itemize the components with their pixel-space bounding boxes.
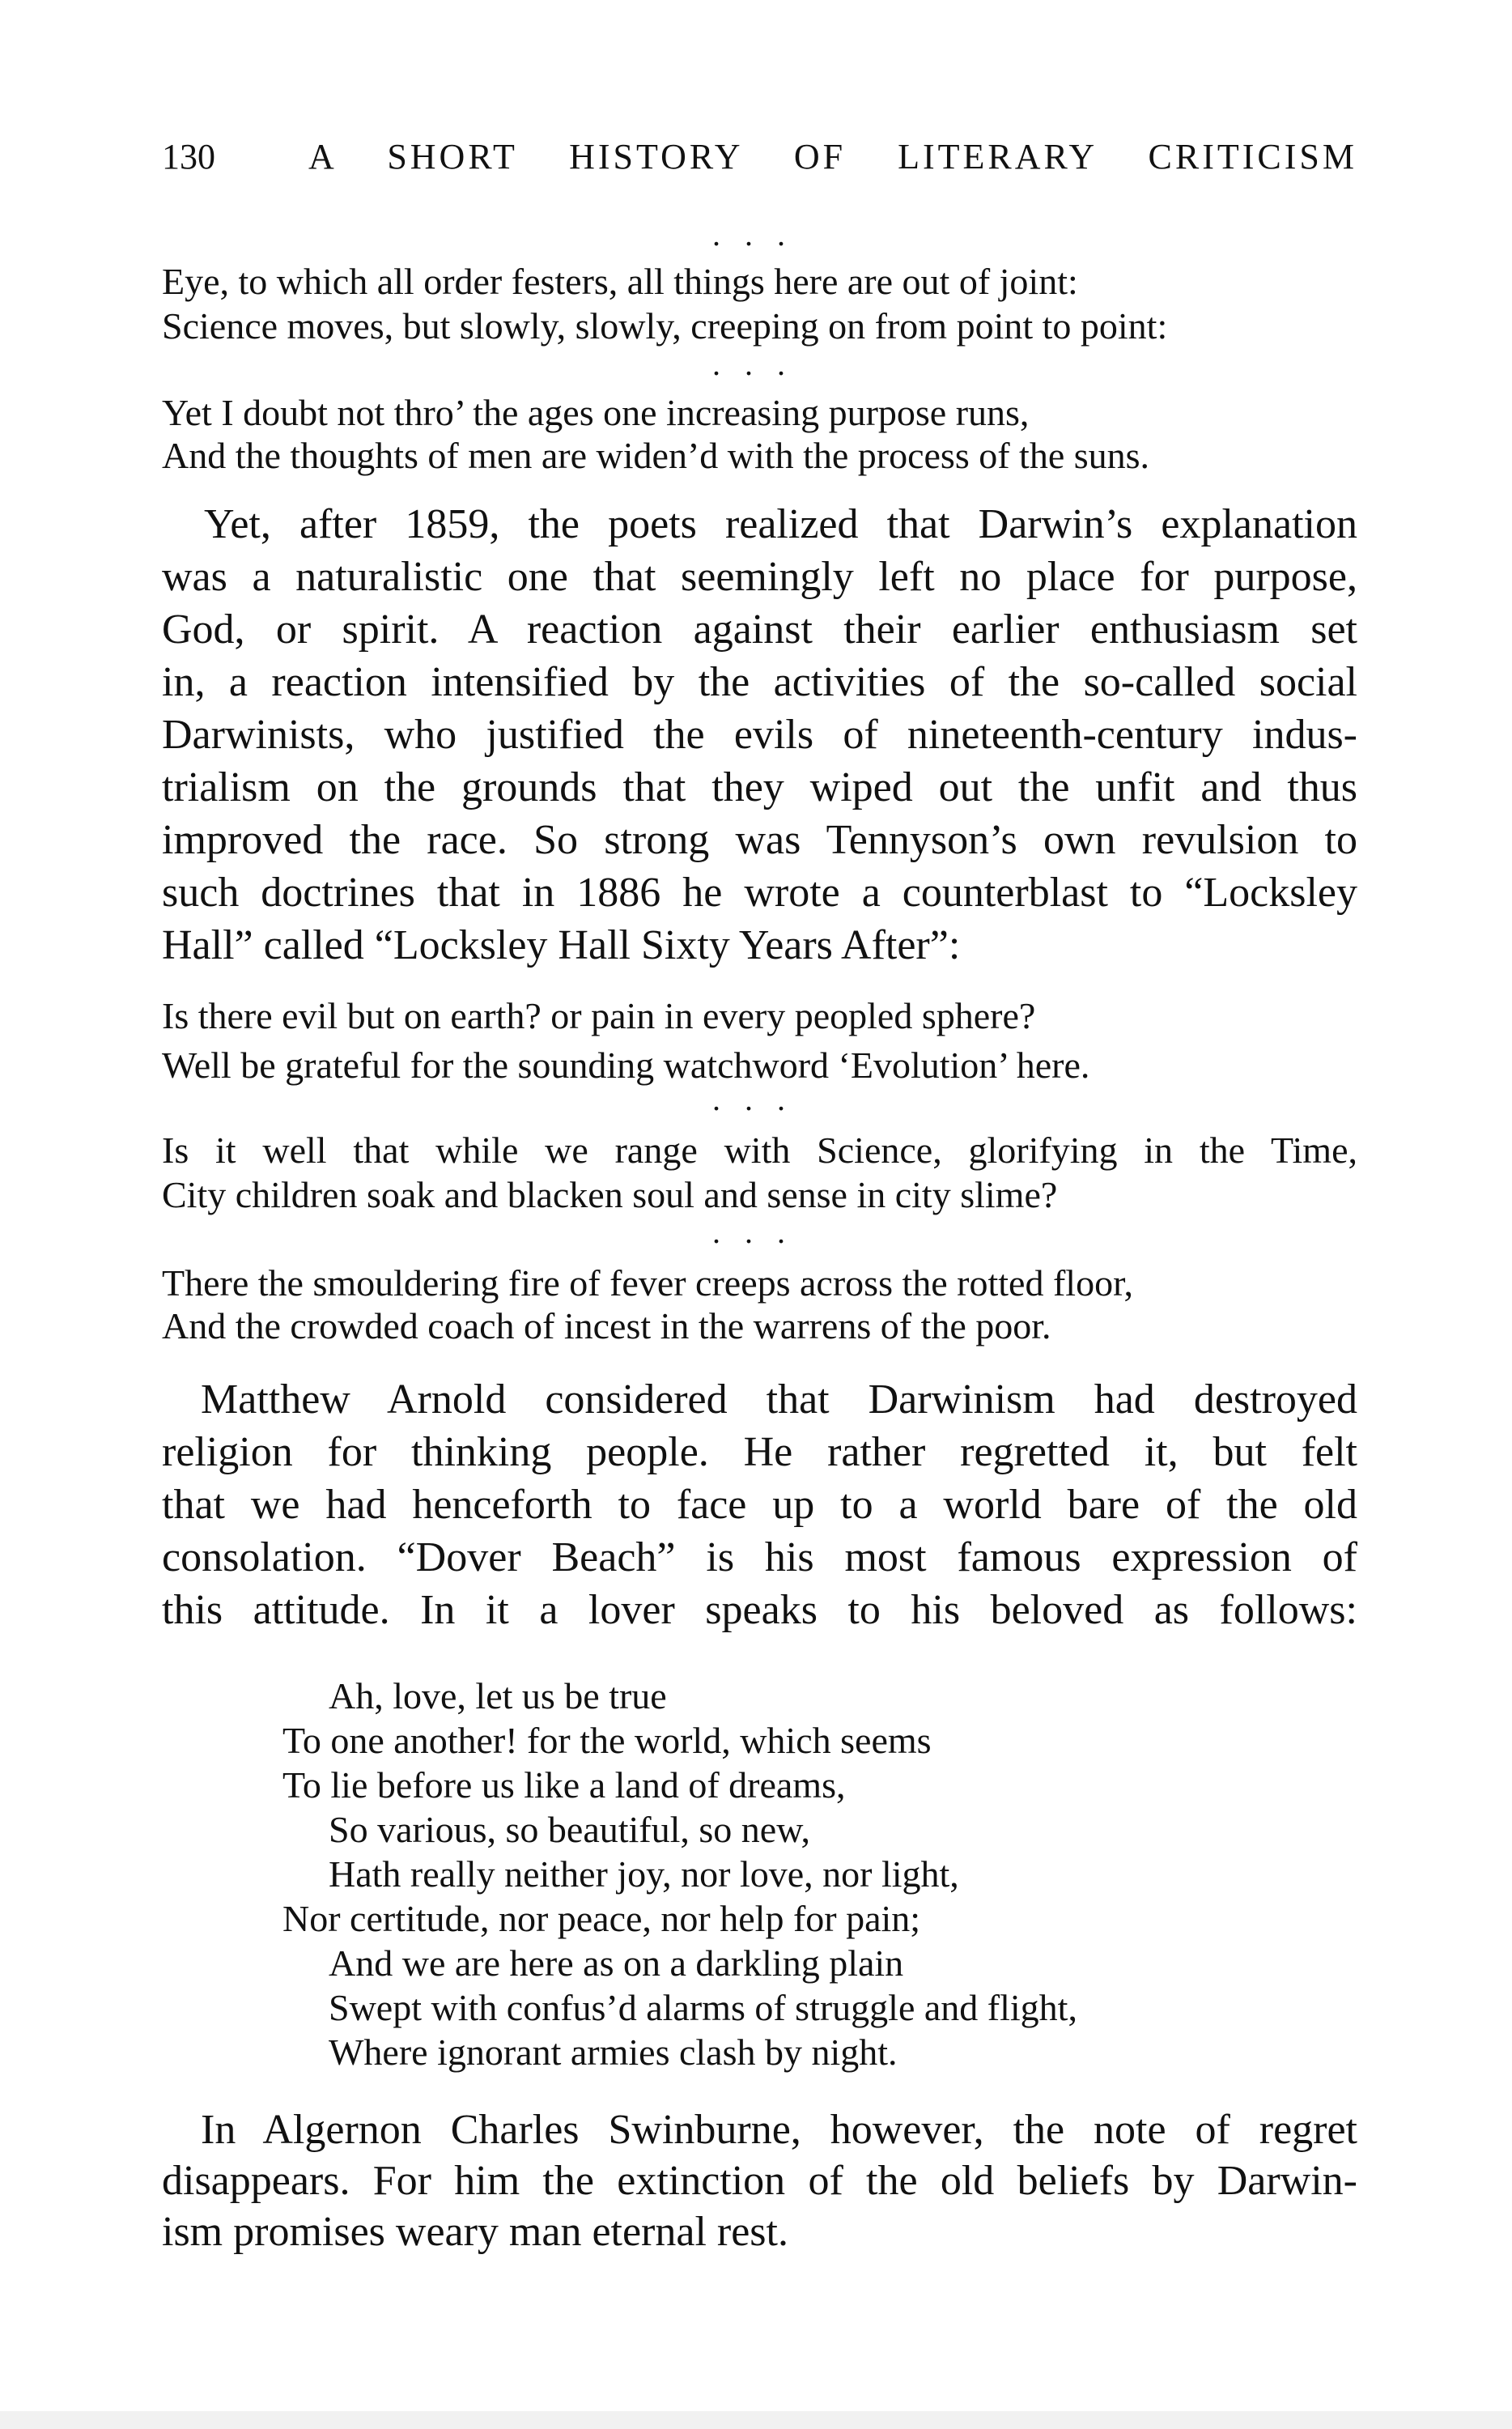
paragraph-line: this attitude. In it a lover speaks to his beloved as follows: xyxy=(162,1587,1357,1633)
paragraph-line: such doctrines that in 1886 he wrote a counterblast to “Locksley xyxy=(162,870,1357,916)
scan-edge xyxy=(0,2411,1512,2429)
paragraph-line: disappears. For him the extinction of the old beliefs by Darwin- xyxy=(162,2158,1357,2204)
paragraph-line: In Algernon Charles Swinburne, however, the note of regret xyxy=(201,2107,1357,2153)
verse-line: City children soak and blacken soul and sense in city slime? xyxy=(162,1174,1058,1215)
paragraph-line: Hall” called “Locksley Hall Sixty Years After”: xyxy=(162,922,961,968)
paragraph-line: ism promises weary man eternal rest. xyxy=(162,2209,788,2255)
paragraph-line: Matthew Arnold considered that Darwinism had destroyed xyxy=(201,1376,1357,1423)
verse-line: And the thoughts of men are widen’d with the process of the suns. xyxy=(162,435,1150,476)
paragraph-line: Yet, after 1859, the poets realized that Darwin’s explanation xyxy=(204,501,1357,547)
paragraph-line: improved the race. So strong was Tennyson’s own revulsion to xyxy=(162,817,1357,863)
verse-line: There the smouldering fire of fever creeps across the rotted floor, xyxy=(162,1262,1134,1304)
verse-line: Is there evil but on earth? or pain in every peopled sphere? xyxy=(162,995,1036,1036)
ellipsis-separator: . . . xyxy=(712,1081,793,1117)
verse-line: And the crowded coach of incest in the warrens of the poor. xyxy=(162,1305,1051,1346)
poem-line: Nor certitude, nor peace, nor help for pain; xyxy=(282,1898,921,1939)
verse-line: Science moves, but slowly, slowly, creeping on from point to point: xyxy=(162,305,1168,347)
paragraph-line: God, or spirit. A reaction against their earlier enthusiasm set xyxy=(162,606,1357,653)
paragraph-line: was a naturalistic one that seemingly left no place for purpose, xyxy=(162,554,1357,600)
ellipsis-separator: . . . xyxy=(712,1214,793,1250)
verse-line: Eye, to which all order festers, all things here are out of joint: xyxy=(162,261,1078,302)
ellipsis-separator: . . . xyxy=(712,216,793,253)
verse-line: Yet I doubt not thro’ the ages one increasing purpose runs, xyxy=(162,392,1030,433)
paragraph-line: that we had henceforth to face up to a world bare of the old xyxy=(162,1482,1357,1528)
running-title: A SHORT HISTORY OF LITERARY CRITICISM xyxy=(308,137,1357,177)
paragraph-line: religion for thinking people. He rather regretted it, but felt xyxy=(162,1429,1357,1475)
poem-line: To lie before us like a land of dreams, xyxy=(282,1764,846,1806)
verse-line: Well be grateful for the sounding watchword ‘Evolution’ here. xyxy=(162,1044,1090,1086)
paragraph-line: trialism on the grounds that they wiped out the unfit and thus xyxy=(162,764,1357,810)
paragraph-line: Darwinists, who justified the evils of nineteenth-century indus- xyxy=(162,712,1357,758)
page-number: 130 xyxy=(162,137,215,177)
poem-line: To one another! for the world, which seems xyxy=(282,1720,932,1761)
poem-line: So various, so beautiful, so new, xyxy=(329,1809,810,1850)
paragraph-line: in, a reaction intensified by the activities of the so-called social xyxy=(162,659,1357,705)
poem-line: Where ignorant armies clash by night. xyxy=(329,2031,898,2073)
poem-line: Hath really neither joy, nor love, nor light, xyxy=(329,1853,959,1895)
poem-line: Ah, love, let us be true xyxy=(329,1675,667,1716)
ellipsis-separator: . . . xyxy=(712,346,793,382)
paragraph-line: consolation. “Dover Beach” is his most famous expression of xyxy=(162,1534,1357,1580)
poem-line: Swept with confus’d alarms of struggle and flight, xyxy=(329,1987,1077,2028)
verse-line: Is it well that while we range with Science, glorifying in the Time, xyxy=(162,1129,1357,1171)
poem-line: And we are here as on a darkling plain xyxy=(329,1942,904,1984)
